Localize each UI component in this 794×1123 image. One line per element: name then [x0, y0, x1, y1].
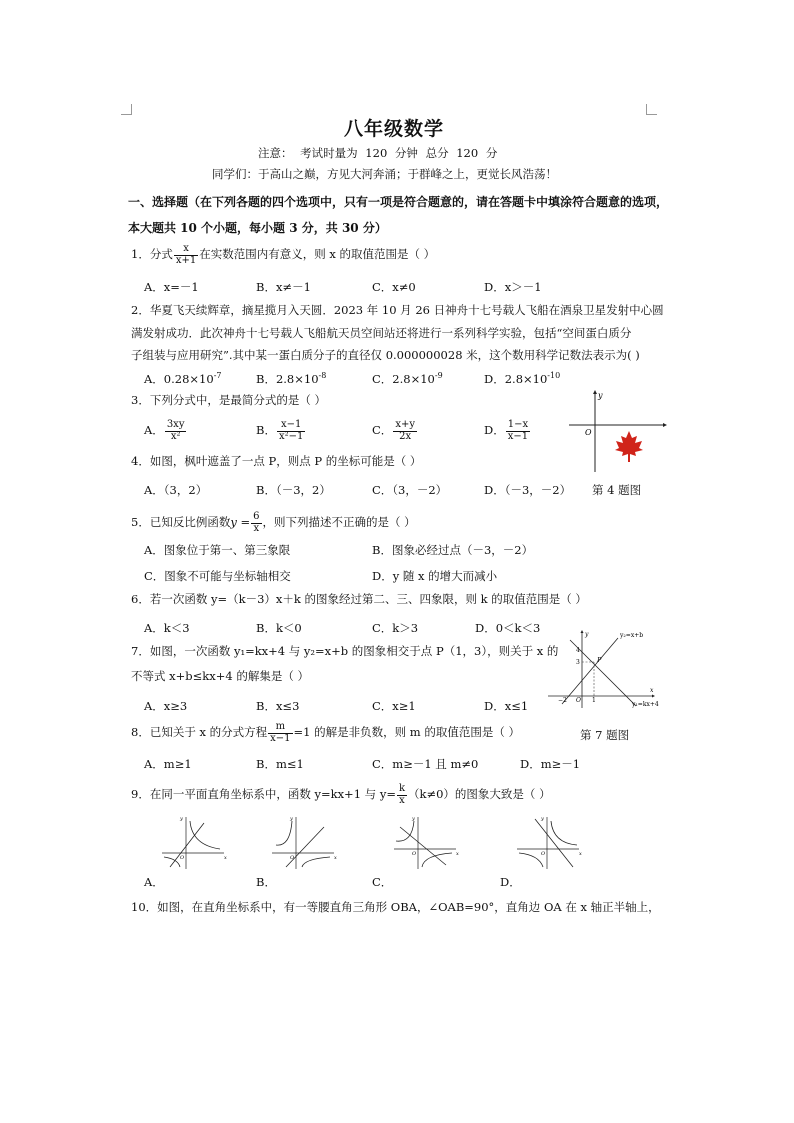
fraction: $\frac{m}{x-1}$	[270, 721, 291, 744]
fraction: $\frac{x-1}{\text{x²−1}}$	[278, 419, 304, 442]
question-7-line: 7．如图，一次函数 y₁=kx+4 与 y₂=x+b 的图象相交于点 P（1，3），则关于 x 的	[131, 644, 559, 658]
question-4-option-b[interactable]: B．（－3，2）	[256, 483, 331, 497]
question-4-option-d[interactable]: D．（－3，－2）	[484, 483, 572, 497]
line-y2	[562, 638, 618, 704]
svg-text:x: x	[224, 855, 227, 861]
label-neg2: −2	[558, 697, 567, 704]
question-3-stem: 3．下列分式中，是最简分式的是（ ）	[131, 393, 326, 407]
question-1-option-b[interactable]: B．x≠－1	[256, 280, 311, 294]
question-3-option-c[interactable]: C． $\frac{x+y}{2x}$	[372, 419, 415, 442]
x-axis-arrow	[652, 695, 655, 698]
question-10-line: 10．如图，在直角坐标系中，有一等腰直角三角形 OBA，∠OAB=90°，直角边 OA 在 x 轴正半轴上，	[131, 900, 660, 914]
question-9-graph-d[interactable]	[515, 815, 585, 870]
page-title: 八年级数学	[344, 118, 445, 140]
question-5-stem: 5．已知反比例函数y = $\frac{6}{x}$ ，则下列描述不正确的是（ ）	[131, 511, 416, 534]
svg-text:x: x	[579, 851, 582, 857]
question-6-option-a[interactable]: A．k＜3	[144, 621, 190, 635]
question-7-figure-caption: 第 7 题图	[580, 728, 630, 742]
label-1: 1	[592, 697, 596, 704]
question-8-option-b[interactable]: B．m≤1	[256, 757, 304, 771]
page-corner-mark-right	[646, 104, 657, 115]
svg-text:O: O	[290, 855, 295, 861]
svg-text:O: O	[541, 851, 546, 857]
question-9-graph-a[interactable]	[160, 815, 230, 870]
question-5-option-c[interactable]: C．图象不可能与坐标轴相交	[144, 569, 291, 583]
question-3-option-a[interactable]: A． $\frac{3xy}{\text{x²}}$	[144, 419, 185, 442]
question-2-option-d[interactable]: D．$2.8\times 10^{-10}$	[484, 371, 561, 386]
question-1-option-d[interactable]: D．x＞－1	[484, 280, 542, 294]
fraction: $\frac{k}{x}$	[398, 783, 406, 806]
question-9-option-b[interactable]: B．	[256, 875, 276, 889]
svg-text:O: O	[412, 851, 417, 857]
question-2-option-a[interactable]: A．$0.28\times 10^{-7}$	[144, 371, 222, 386]
question-9-stem: 9．在同一平面直角坐标系中，函数 y=kx+1 与 y= $\frac{k}{x}$ （k≠0）的图象大致是（ ）	[131, 783, 551, 806]
question-7-option-d[interactable]: D．x≤1	[484, 699, 529, 713]
question-4-figure-caption: 第 4 题图	[592, 483, 642, 497]
question-6-option-b[interactable]: B．k＜0	[256, 621, 302, 635]
question-5-option-b[interactable]: B．图象必经过点（－3，－2）	[372, 543, 534, 557]
question-9-graph-b[interactable]	[270, 815, 340, 870]
page-corner-mark-left	[121, 104, 132, 115]
question-2-line: 满发射成功．此次神舟十七号载人飞船航天员空间站还将进行一系列科学实验，包括“空间蛋白质分	[131, 326, 632, 340]
question-6-stem: 6．若一次函数 y=（k－3）x＋k 的图象经过第二、三、四象限，则 k 的取值范围是（ ）	[131, 592, 587, 606]
svg-text:O: O	[180, 855, 185, 861]
maple-leaf-icon	[615, 431, 643, 462]
y-axis-arrow	[581, 630, 584, 633]
fraction: $\frac{3xy}{\text{x²}}$	[166, 419, 185, 442]
question-1-stem: 1．分式 $\frac{x}{x+1}$ 在实数范围内有意义，则 x 的取值范围是（ ）	[131, 243, 436, 266]
question-2-line: 子组装与应用研究”.其中某一蛋白质分子的直径仅 0.000000028 米，这个数用科学记数法表示为( )	[131, 348, 640, 362]
question-8-stem: 8．已知关于 x 的分式方程 $\frac{m}{x-1}$ =1 的解是非负数，则 m 的取值范围是（ ）	[131, 721, 520, 744]
label-p: P	[597, 656, 602, 664]
svg-text:x: x	[334, 855, 337, 861]
section-heading-cont: 本大题共 10 个小题，每小题 3 分，共 30 分）	[128, 221, 387, 235]
svg-text:y: y	[290, 816, 293, 822]
question-4-figure	[565, 390, 665, 475]
section-heading: 一、选择题（在下列各题的四个选项中，只有一项是符合题意的，请在答题卡中填涂符合题意的选项，	[128, 195, 669, 209]
question-4-stem: 4．如图，枫叶遮盖了一点 P，则点 P 的坐标可能是（ ）	[131, 454, 422, 468]
fraction: $\frac{6}{x}$	[253, 511, 260, 534]
question-8-option-c[interactable]: C．m≥－1 且 m≠0	[372, 757, 479, 771]
question-8-option-a[interactable]: A．m≥1	[144, 757, 192, 771]
question-1-option-a[interactable]: A．x=－1	[144, 280, 199, 294]
svg-text:y: y	[180, 816, 183, 822]
question-2-option-b[interactable]: B．$2.8\times 10^{-8}$	[256, 371, 327, 386]
fraction: $\frac{x+y}{2x}$	[395, 419, 415, 442]
svg-text:y: y	[412, 816, 415, 822]
question-6-option-d[interactable]: D．0＜k＜3	[475, 621, 541, 635]
question-1-option-c[interactable]: C．x≠0	[372, 280, 416, 294]
question-2-option-c[interactable]: C．$2.8\times 10^{-9}$	[372, 371, 443, 386]
origin-label: O	[585, 428, 592, 437]
question-9-option-c[interactable]: C．	[372, 875, 393, 889]
question-8-option-d[interactable]: D．m≥－1	[520, 757, 581, 771]
question-9-graph-c[interactable]	[392, 815, 462, 870]
label-x: x	[650, 687, 654, 694]
question-7-option-b[interactable]: B．x≤3	[256, 699, 300, 713]
fraction: $\frac{1-x}{x-1}$	[507, 419, 529, 442]
question-7-figure	[548, 630, 668, 710]
label-y1: y₁=kx+4	[632, 701, 659, 708]
question-4-option-c[interactable]: C．（3，－2）	[372, 483, 448, 497]
question-9-option-d[interactable]: D．	[500, 875, 521, 889]
question-4-option-a[interactable]: A．（3，2）	[144, 483, 208, 497]
label-3: 3	[576, 659, 580, 666]
question-6-option-c[interactable]: C．k＞3	[372, 621, 419, 635]
question-2-line: 2．华夏飞天续辉章，摘星揽月入天圆．2023 年 10 月 26 日神舟十七号载人飞船在酒泉卫星发射中心圆	[131, 303, 664, 317]
label-y: y	[585, 631, 589, 638]
question-9-option-a[interactable]: A．	[144, 875, 164, 889]
motto: 同学们：于高山之巅，方见大河奔涌；于群峰之上，更觉长风浩荡！	[212, 167, 557, 181]
label-origin: O	[576, 697, 581, 704]
y-axis-label: y	[598, 391, 603, 400]
question-7-line: 不等式 x+b≤kx+4 的解集是（ ）	[131, 669, 309, 683]
exam-note: 注意： 考试时量为 120 分钟 总分 120 分	[258, 146, 498, 160]
question-3-option-d[interactable]: D． $\frac{1-x}{x-1}$	[484, 419, 529, 442]
label-y2: y₂=x+b	[620, 632, 644, 639]
question-5-option-d[interactable]: D．y 随 x 的增大而减小	[372, 569, 498, 583]
fraction: $\frac{x}{x+1}$	[175, 243, 197, 266]
question-3-option-b[interactable]: B． $\frac{x-1}{\text{x²−1}}$	[256, 419, 304, 442]
svg-text:y: y	[541, 816, 544, 822]
question-7-option-a[interactable]: A．x≥3	[144, 699, 188, 713]
svg-text:x: x	[456, 851, 459, 857]
y-axis-arrow	[593, 390, 597, 394]
question-7-option-c[interactable]: C．x≥1	[372, 699, 416, 713]
label-4: 4	[576, 647, 580, 654]
question-5-option-a[interactable]: A．图象位于第一、第三象限	[144, 543, 291, 557]
x-axis-arrow	[663, 423, 667, 427]
